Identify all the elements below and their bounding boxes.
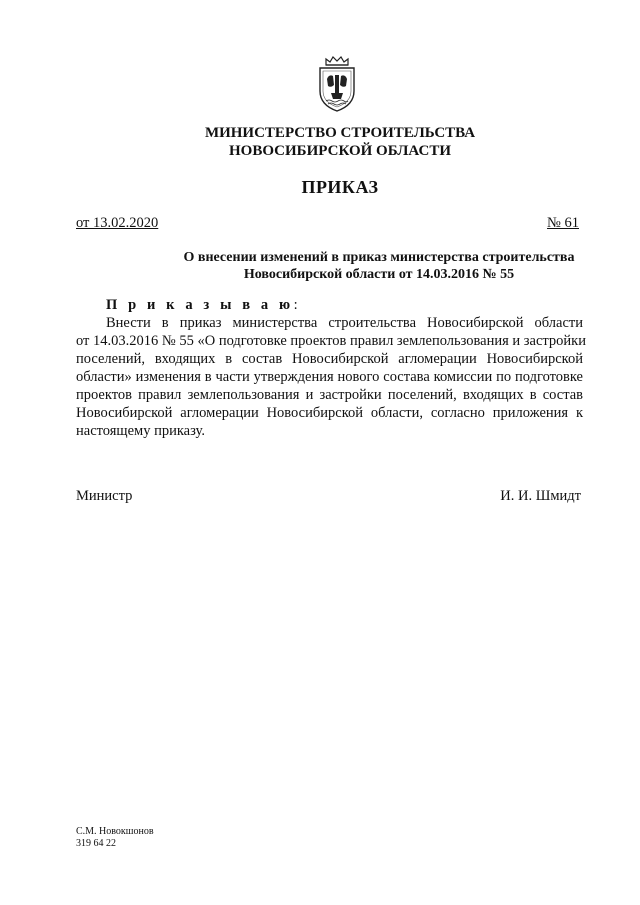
- subject-line2: Новосибирской области от 14.03.2016 № 55: [243, 267, 515, 282]
- ministry-name-line1: МИНИСТЕРСТВО СТРОИТЕЛЬСТВА: [204, 125, 476, 141]
- order-directive: [106, 296, 298, 314]
- ministry-name-line2: НОВОСИБИРСКОЙ ОБЛАСТИ: [228, 143, 452, 159]
- executor-phone: 319 64 22: [76, 838, 116, 849]
- order-directive-colon: :: [293, 297, 298, 313]
- coat-of-arms-icon: [317, 55, 357, 113]
- order-number: № 61: [547, 215, 579, 231]
- signer-name: И. И. Шмидт: [500, 488, 581, 504]
- order-directive-word: П р и к а з ы в а ю: [106, 297, 294, 313]
- body-line-6: Новосибирской агломерации Новосибирской области, согласно приложения к: [76, 405, 583, 421]
- subject-line1: О внесении изменений в приказ министерства строительства: [183, 250, 575, 265]
- order-date: от 13.02.2020: [76, 215, 159, 231]
- body-line-5: проектов правил землепользования и застройки поселений, входящих в состав: [76, 387, 583, 403]
- body-line-2: от 14.03.2016 № 55 «О подготовке проектов правил землепользования и застройки: [76, 333, 586, 349]
- executor-name: С.М. Новокшонов: [76, 826, 154, 837]
- body-line-7: настоящему приказу.: [76, 423, 205, 439]
- body-line-1: Внести в приказ министерства строительства Новосибирской области: [106, 315, 583, 331]
- body-line-3: поселений, входящих в состав Новосибирской агломерации Новосибирской: [76, 351, 583, 367]
- body-line-4: области» изменения в части утверждения нового состава комиссии по подготовке: [76, 369, 583, 385]
- document-type-title: ПРИКАЗ: [301, 177, 379, 197]
- signer-title: Министр: [76, 488, 133, 504]
